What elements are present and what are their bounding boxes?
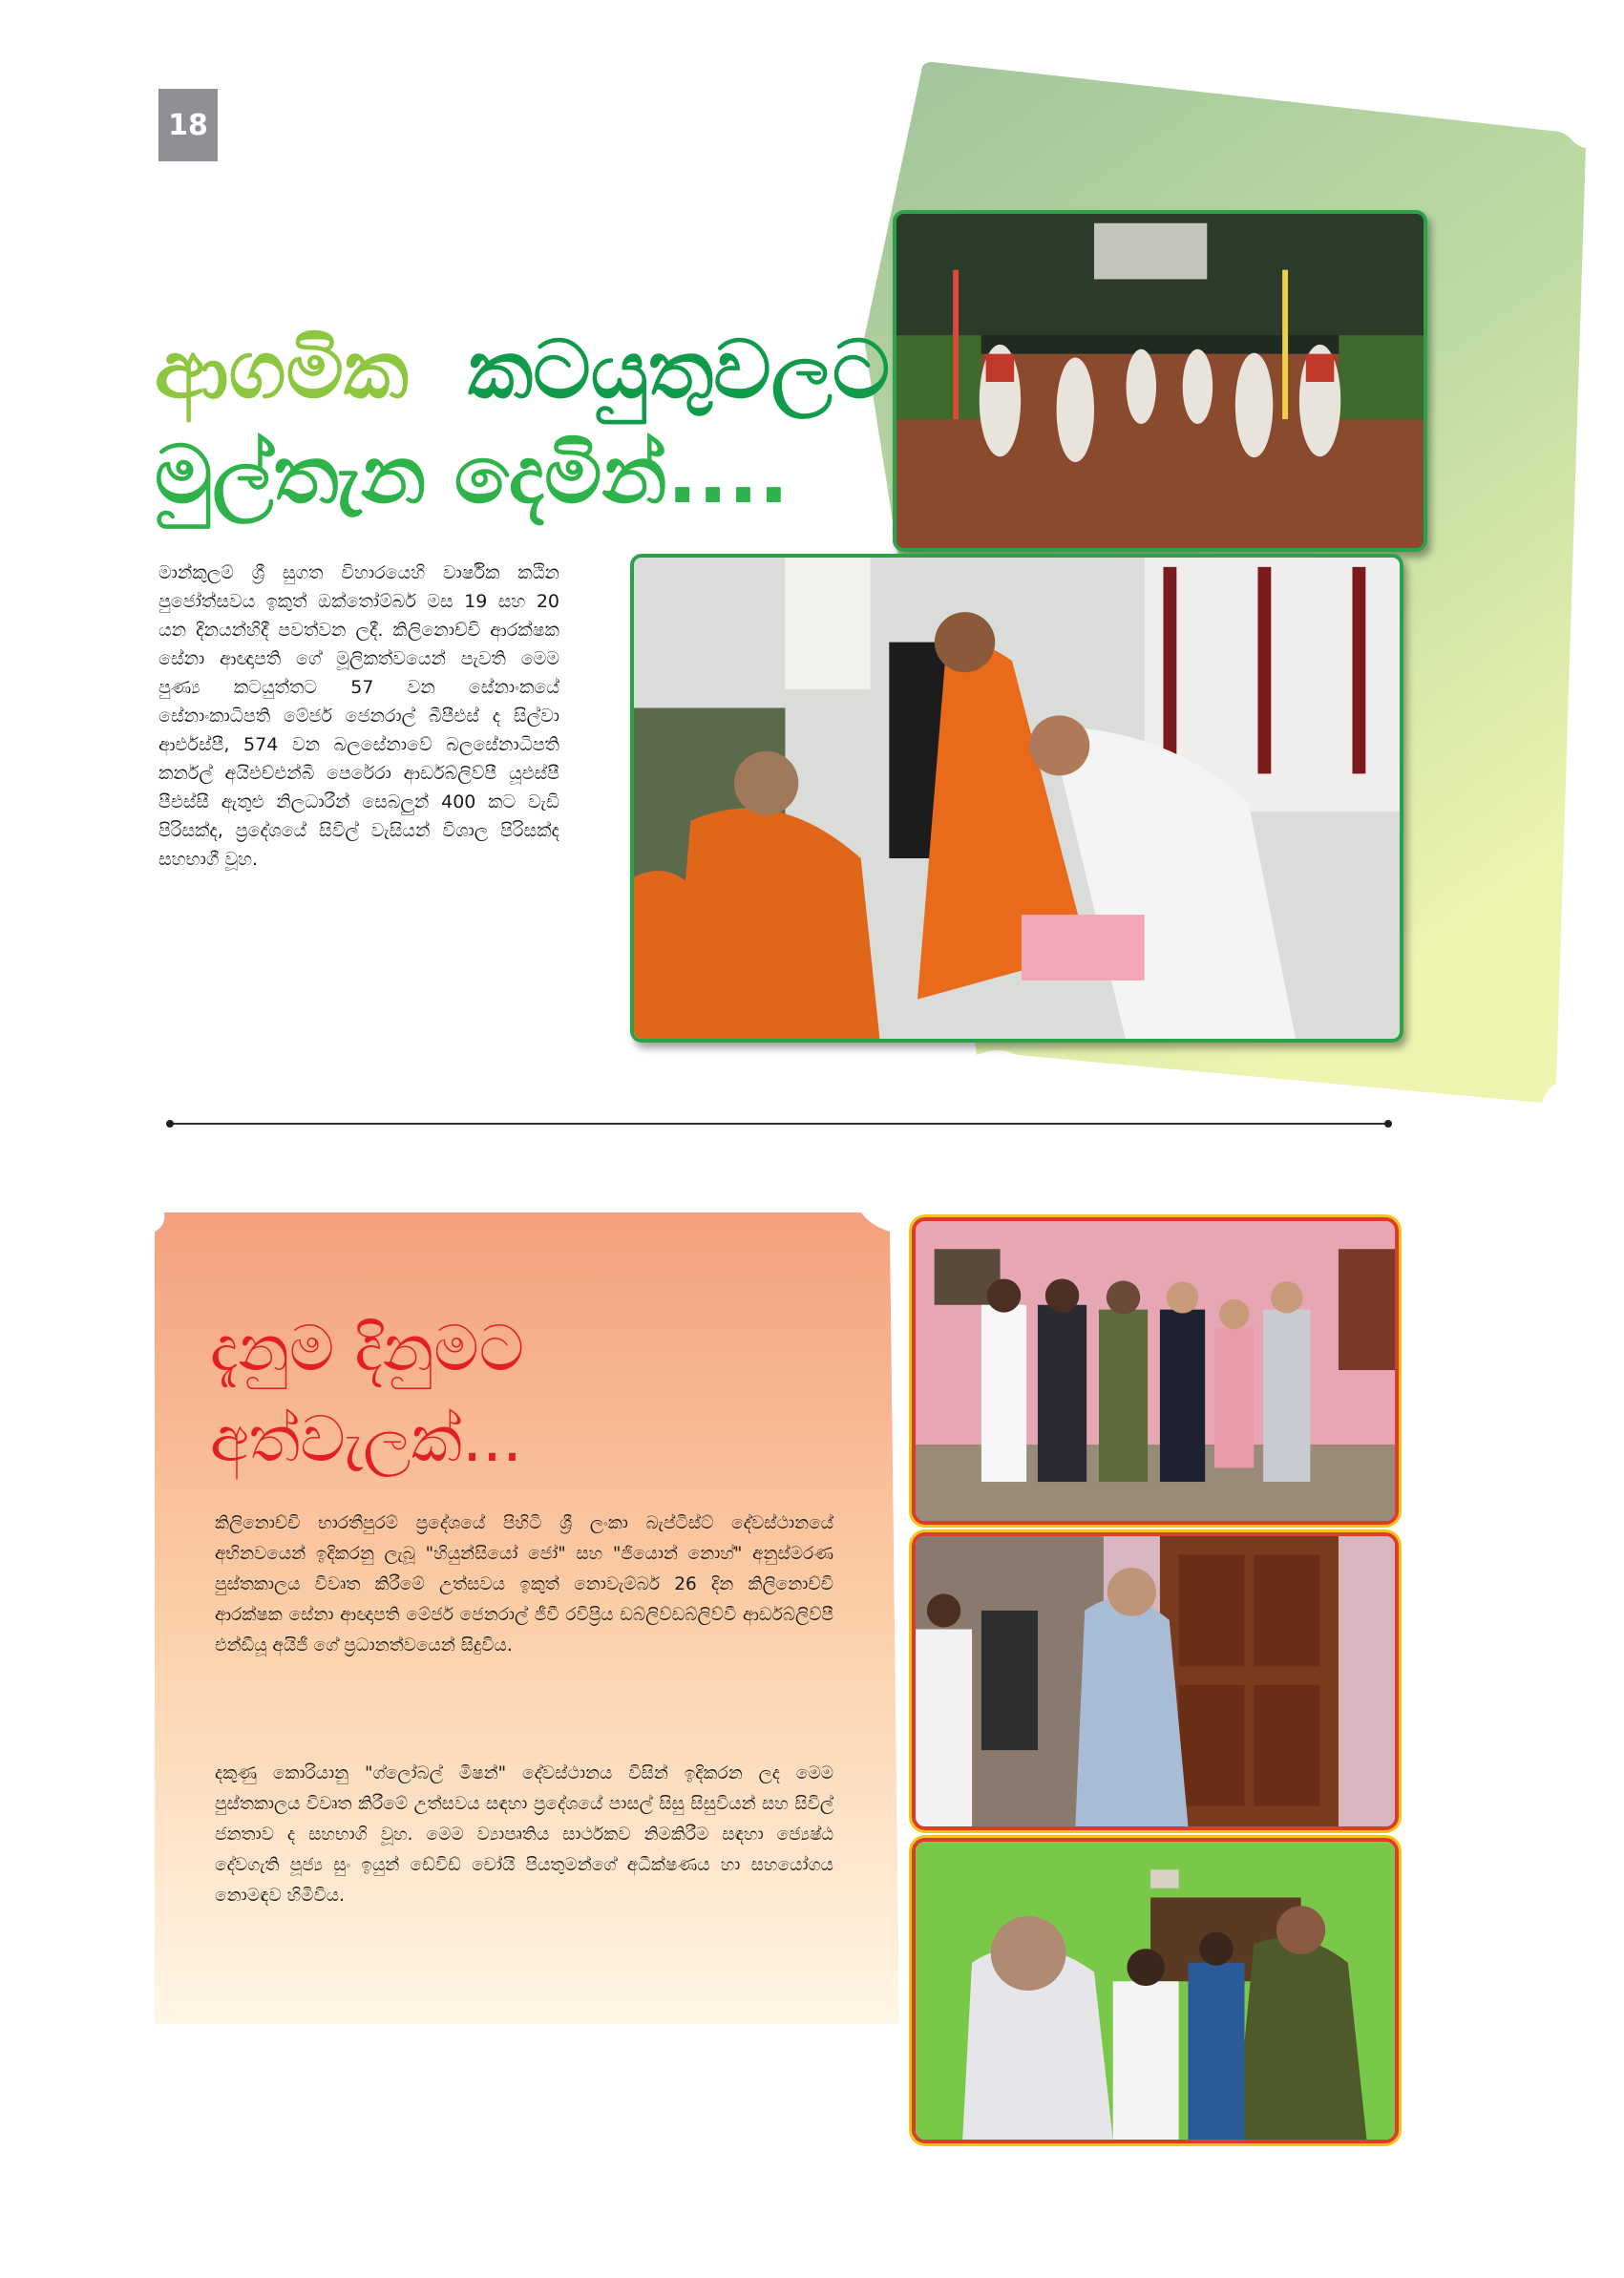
article1-title-word2: කටයුතුවලට (468, 323, 891, 416)
photo-door-opening (912, 1532, 1399, 1830)
section-divider (170, 1123, 1388, 1125)
photo-kandyan-dancers (893, 210, 1427, 552)
photo-ribbon-cutting (912, 1838, 1399, 2143)
article1-title-word1: ආගමික (155, 323, 410, 416)
article1-title-line2: මුල්තැන දෙමින්.... (155, 428, 790, 521)
article1-body: මාන්කුලම් ශ්‍රී සුගත විහාරයෙහි වාර්ෂික කඨින පුජෝත්සවය ඉකුත් ඔක්තෝම්බර් මස 19 සහ 20 යන දිනයන්හිදී පවත්වන ලදී. කිලිනොච්චි ආරක්ෂක සේනා ආඥාපති ගේ මූලිකත්වයෙන් පැවති මෙම පුණ්‍ය කටයුත්තට 57 වන සේනාංකයේ සේනාංකාධිපති මේජර් ජෙනරාල් බීපීඑස් ද සිල්වා ආර්එස්පී, 574 වන බලසේනාවේ බලසේනාධිපති කර්නල් අයිඑච්එන්බී පෙරේරා ආර්ඩබ්ලිව්පී යූඑස්පී පීඑස්සී ඇතුළු නිලධාරීන් සෙබලුන් 400 කට වැඩි පිරිසක්ද, ප්‍රදේශයේ සිවිල් වැසියන් විශාල පිරිසක්ද සහභාගී වූහ. (158, 562, 559, 870)
photo-monks-ceremony (630, 554, 1403, 1043)
page-number: 18 (158, 89, 218, 161)
article2-title-line1: දැනුම දිනුමට (210, 1312, 525, 1385)
article2-paragraph-2: දකුණු කොරියානු "ග්ලෝබල් මිෂන්" දේවස්ථානය විසින් ඉදිකරන ලද මෙම පුස්තකාලය විවෘත කිරීමේ උත්සවය සඳහා ප්‍රදේශයේ පාසල් සිසු සිසුවියන් සහ සිවිල් ජනතාව ද සහභාගි වූහ. මෙම ව්‍යාපෘතිය සාර්ථකව නිමකිරීම සඳහා ජ්‍යෙෂ්ඨ දේවගැති පූජ්‍ය සුං ඉයුන් ඩේවිඩ් චෝයි පියතුමන්ගේ අධීක්ෂණය හා සහයෝගය නොමඳව හිමිවිය. (215, 1763, 833, 1906)
article2-title-line2: අත්වැලක්... (210, 1403, 523, 1476)
article2-paragraph-1: කිලිනොච්චි භාරතීපුරම් ප්‍රදේශයේ පිහිටි ශ්‍රී ලංකා බැප්ටිස්ට් දේවස්ථානයේ අභිනවයෙන් ඉදිකරනු ලැබූ "හියුන්සියෝ ජෝ" සහ "ජියොන් නොහ්" අනුස්මරණ පුස්තකාලය විවෘත කිරීමේ උත්සවය ඉකුත් නොවැම්බර් 26 දින කිලිනොච්චි ආරක්ෂක සේනා ආඥාපති මේජර් ජෙනරාල් ජීවී රවිප්‍රිය ඩබ්ලිව්ඩබ්ලිව්වී ආර්ඩබ්ලිව්පී එන්ඩීයූ අයිජී ගේ ප්‍රධානත්වයෙන් සිදුවිය. (215, 1513, 833, 1656)
photo-group-church (912, 1217, 1399, 1525)
